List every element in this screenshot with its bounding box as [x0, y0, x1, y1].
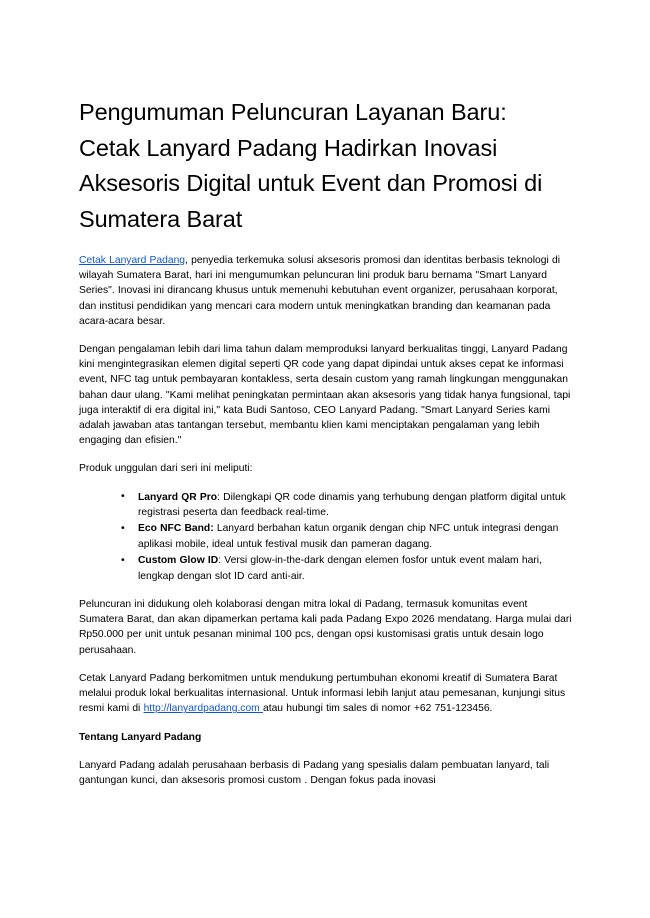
paragraph-about-body: Lanyard Padang adalah perusahaan berbasis di Padang yang spesialis dalam pembuatan lanyard, tali gantungan kunci, dan aksesoris promosi custom . Dengan fokus pada inovasi — [79, 759, 550, 786]
feature-label: Eco NFC Band: — [138, 523, 214, 535]
about-heading: Tentang Lanyard Padang — [79, 731, 202, 743]
paragraph-intro — [79, 253, 572, 329]
list-item — [121, 553, 572, 584]
page-title: Pengumuman Peluncuran Layanan Baru: Cetak Lanyard Padang Hadirkan Inovasi Aksesoris Digital untuk Event dan Promosi di Sumatera Barat — [79, 99, 543, 232]
feature-label: Lanyard QR Pro — [138, 491, 218, 503]
paragraph-commitment — [79, 671, 572, 717]
feature-description: : Dilengkapi QR code dinamis yang terhubung dengan platform digital untuk registrasi peserta dan feedback real-time. — [138, 491, 566, 519]
feature-list — [79, 490, 572, 584]
cetak-lanyard-padang-link[interactable]: Cetak Lanyard Padang — [79, 255, 186, 266]
feature-label: Custom Glow ID — [138, 555, 219, 567]
paragraph-collaboration: Peluncuran ini didukung oleh kolaborasi dengan mitra lokal di Padang, termasuk komunitas event Sumatera Barat, dan akan dipamerkan pertama kali pada Padang Expo 2026 mendatang. Harga mulai dari Rp50.000 per unit untuk pesanan minimal 100 pcs, dengan opsi kustomisasi gratis untuk desain logo perusahaan. — [79, 599, 572, 656]
list-item — [121, 521, 572, 552]
feature-description: Lanyard berbahan katun organik dengan chip NFC untuk integrasi dengan aplikasi mobile, ideal untuk festival musik dan pameran dagang. — [138, 523, 559, 550]
about-body-clip — [79, 758, 572, 788]
list-item — [121, 490, 572, 521]
feature-description: : Versi glow-in-the-dark dengan elemen fosfor untuk event malam hari, lengkap dengan slot ID card anti-air. — [138, 555, 542, 582]
commitment-text-after-link: atau hubungi tim sales di nomor +62 751-123456. — [262, 703, 493, 715]
commitment-text-before-link: Cetak Lanyard Padang berkomitmen untuk mendukung pertumbuhan ekonomi kreatif di Sumatera Barat melalui produk lokal berkualitas internasional. Untuk informasi lebih lanjut atau pemesanan, kunjungi situs resmi kami di — [79, 672, 566, 715]
paragraph-intro-text: , penyedia terkemuka solusi aksesoris promosi dan identitas berbasis teknologi di wilayah Sumatera Barat, hari ini mengumumkan peluncuran lini produk baru bernama "Smart Lanyard Series". Inovasi ini dirancang khusus untuk memenuhi kebutuhan event organizer, perusahaan korporat, dan institusi pendidikan yang mencari cara modern untuk meningkatkan branding dan keamanan pada acara-acara besar. — [79, 255, 561, 327]
lanyardpadang-website-link[interactable]: http://lanyardpadang.com — [143, 703, 263, 715]
paragraph-experience: Dengan pengalaman lebih dari lima tahun dalam memproduksi lanyard berkualitas tinggi, Lanyard Padang kini mengintegrasikan elemen digital seperti QR code yang dapat dipindai untuk akses cepat ke informasi event, NFC tag untuk pembayaran kontakless, serta desain custom yang ramah lingkungan menggunakan bahan daur ulang. "Kami melihat peningkatan permintaan akan aksesoris yang tidak hanya fungsional, tapi juga interaktif di era digital ini," kata Budi Santoso, CEO Lanyard Padang. "Smart Lanyard Series kami adalah jawaban atas tantangan tersebut, membantu klien kami menciptakan pengalaman yang lebih engaging dan efisien." — [79, 344, 571, 447]
paragraph-list-intro: Produk unggulan dari seri ini meliputi: — [79, 463, 253, 475]
